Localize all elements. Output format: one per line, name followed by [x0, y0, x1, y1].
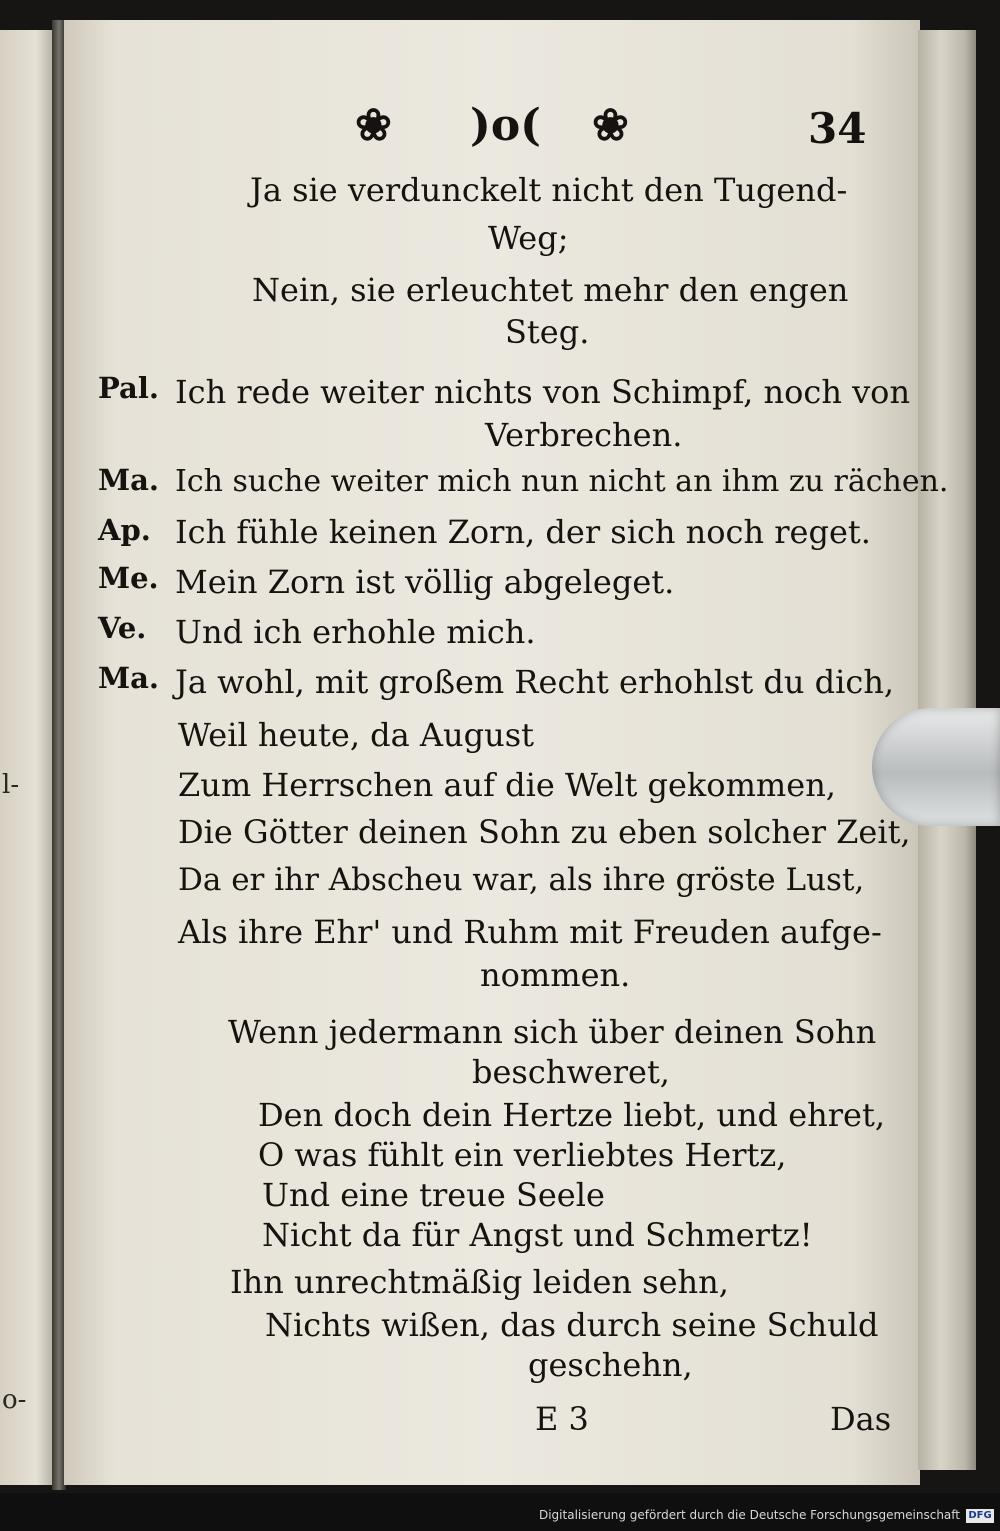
ornament-left-icon: ❀ — [355, 100, 392, 151]
text-line: beschweret, — [472, 1053, 670, 1091]
text-line: nommen. — [480, 956, 631, 994]
text-line: Den doch dein Hertze liebt, und ehret, — [258, 1096, 886, 1134]
ornament-center-icon: )o( — [470, 100, 541, 151]
text-line: Da er ihr Abscheu war, als ihre gröste Lust, — [178, 862, 865, 898]
text-line: Und eine treue Seele — [262, 1176, 605, 1214]
ornament-right-icon: ❀ — [592, 100, 629, 151]
text-line: Mein Zorn ist völlig abgeleget. — [175, 563, 675, 601]
page-number: 34 — [808, 104, 867, 153]
speaker-label: Pal. — [98, 371, 159, 405]
left-page-fragment: l- — [2, 770, 20, 800]
text-line: Und ich erhohle mich. — [175, 613, 536, 651]
text-line: Ihn unrechtmäßig leiden sehn, — [230, 1263, 729, 1301]
text-line: Die Götter deinen Sohn zu eben solcher Zeit, — [178, 813, 911, 851]
dfg-logo: DFG — [966, 1509, 994, 1523]
text-line: Steg. — [505, 313, 590, 351]
speaker-label: Ap. — [98, 513, 151, 547]
text-line: Wenn jedermann sich über deinen Sohn — [228, 1013, 877, 1051]
text-line: Ja sie verdunckelt nicht den Tugend- — [250, 171, 848, 209]
text-line: Weil heute, da August — [178, 716, 534, 754]
page-clip — [872, 708, 1000, 826]
text-line: Nichts wißen, das durch seine Schuld — [265, 1306, 879, 1344]
text-line: Als ihre Ehr' und Ruhm mit Freuden aufge- — [178, 913, 882, 951]
footer-credit: Digitalisierung gefördert durch die Deutsche Forschungsgemeinschaft — [538, 1508, 960, 1522]
left-page-fragment: o- — [2, 1385, 27, 1415]
signature-mark: E 3 — [535, 1400, 589, 1438]
text-line: Ich fühle keinen Zorn, der sich noch reget. — [175, 513, 871, 551]
text-line: Verbrechen. — [485, 416, 683, 454]
text-line: Nicht da für Angst und Schmertz! — [262, 1216, 813, 1254]
text-line: Zum Herrschen auf die Welt gekommen, — [178, 766, 836, 804]
speaker-label: Ve. — [98, 611, 147, 645]
footer-bar — [0, 1493, 1000, 1531]
text-line: O was fühlt ein verliebtes Hertz, — [258, 1136, 787, 1174]
text-line: Ich suche weiter mich nun nicht an ihm zu rächen. — [175, 464, 949, 499]
catchword: Das — [830, 1400, 892, 1438]
text-line: Ich rede weiter nichts von Schimpf, noch von — [175, 373, 911, 411]
text-line: geschehn, — [528, 1346, 693, 1384]
text-line: Nein, sie erleuchtet mehr den engen — [252, 271, 849, 309]
text-line: Ja wohl, mit großem Recht erhohlst du dich, — [175, 663, 895, 701]
speaker-label: Ma. — [98, 463, 159, 497]
left-page-edge — [0, 30, 52, 1485]
speaker-label: Ma. — [98, 661, 159, 695]
text-line: Weg; — [488, 219, 569, 257]
speaker-label: Me. — [98, 561, 159, 595]
